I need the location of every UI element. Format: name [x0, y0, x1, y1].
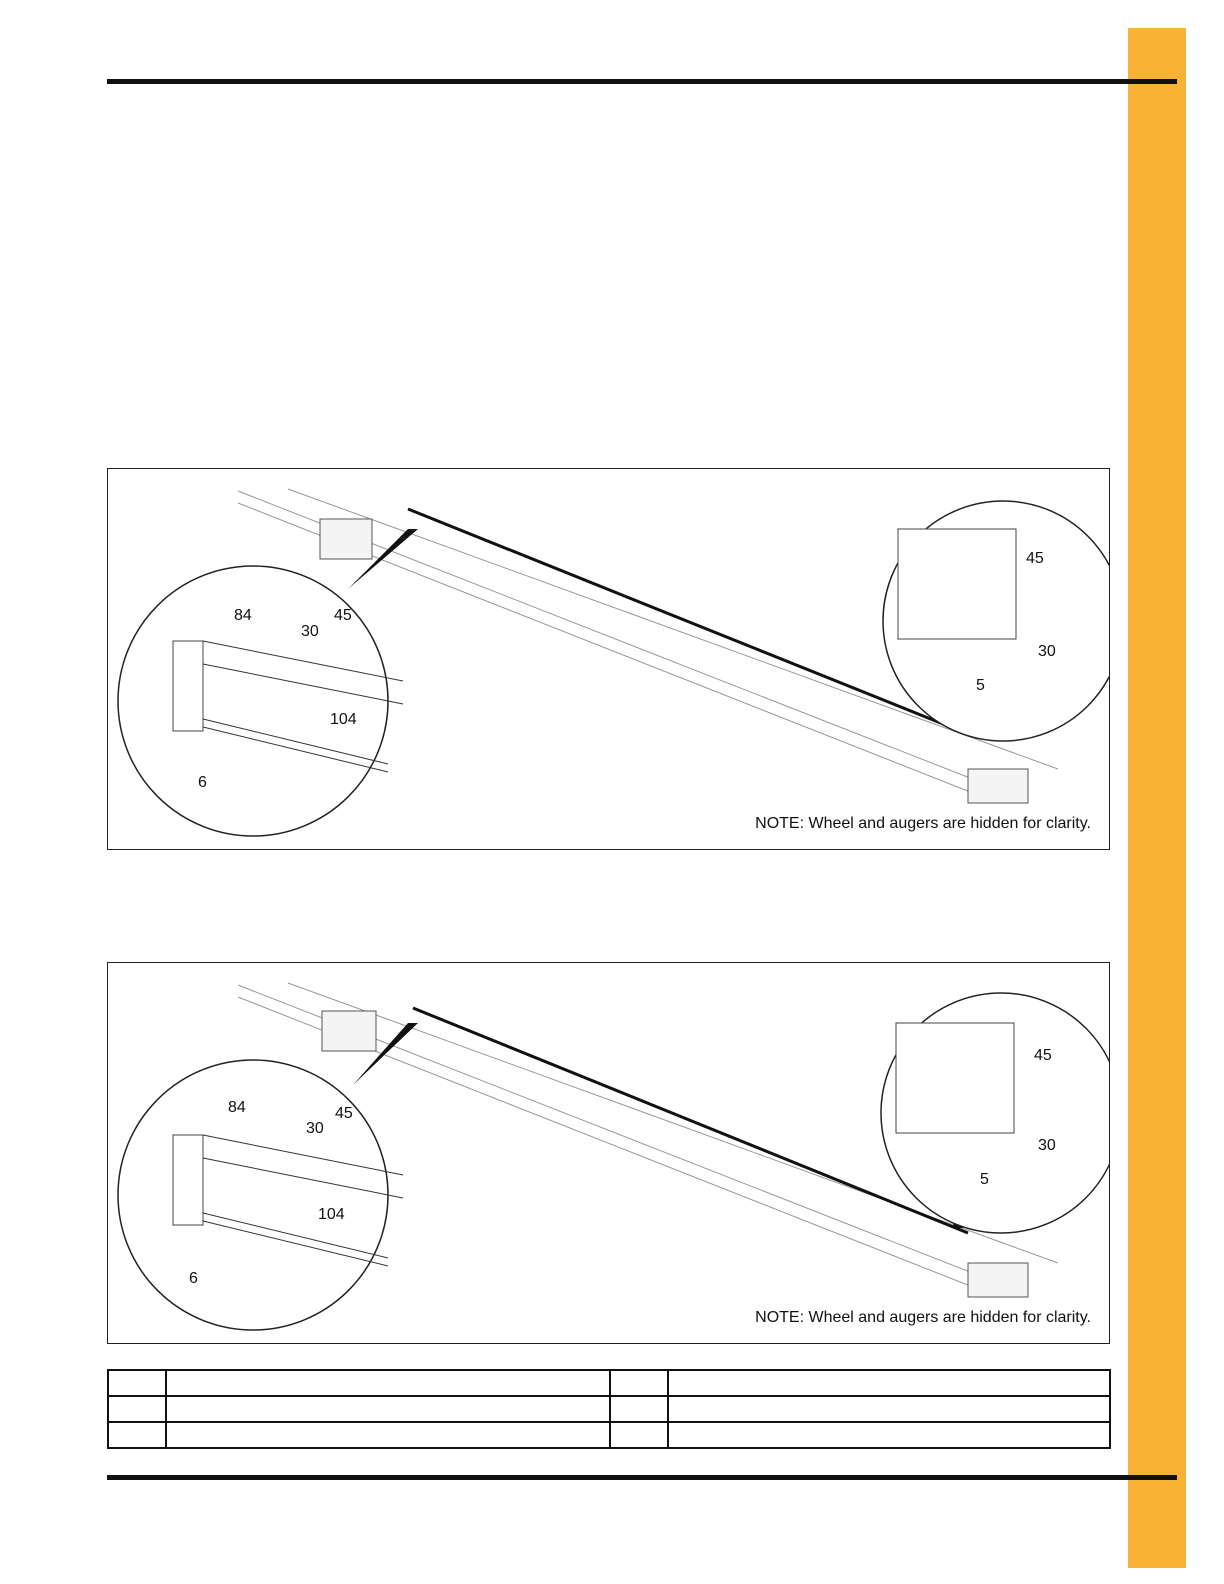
ref-cell [610, 1422, 668, 1448]
ref-cell [108, 1370, 166, 1396]
callout-104: 104 [330, 711, 357, 728]
ref-cell [610, 1370, 668, 1396]
table-row [108, 1422, 1110, 1448]
description-cell [166, 1396, 610, 1422]
assembly-drawing-1 [108, 469, 1110, 850]
table-row [108, 1370, 1110, 1396]
figure-note: NOTE: Wheel and augers are hidden for clarity. [755, 1309, 1091, 1326]
callout-30: 30 [306, 1120, 324, 1137]
ref-cell [610, 1396, 668, 1422]
callout-5: 5 [980, 1171, 989, 1188]
callout-84: 84 [234, 607, 252, 624]
callout-45-detail: 45 [1034, 1047, 1052, 1064]
callout-6: 6 [189, 1270, 198, 1287]
callout-104: 104 [318, 1206, 345, 1223]
callout-30-detail: 30 [1038, 1137, 1056, 1154]
description-cell [668, 1396, 1110, 1422]
assembly-drawing-2 [108, 963, 1110, 1344]
ref-cell [108, 1396, 166, 1422]
figure-note: NOTE: Wheel and augers are hidden for clarity. [755, 815, 1091, 832]
callout-45-detail: 45 [1026, 550, 1044, 567]
parts-table [107, 1369, 1111, 1449]
callout-5: 5 [976, 677, 985, 694]
callout-45: 45 [335, 1105, 353, 1122]
callout-30-detail: 30 [1038, 643, 1056, 660]
callout-84: 84 [228, 1099, 246, 1116]
table-row [108, 1396, 1110, 1422]
ref-cell [108, 1422, 166, 1448]
header-rule [107, 79, 1177, 84]
description-cell [166, 1370, 610, 1396]
callout-30: 30 [301, 623, 319, 640]
description-cell [668, 1370, 1110, 1396]
callout-6: 6 [198, 774, 207, 791]
assembly-figure-1 [107, 468, 1110, 850]
callout-45: 45 [334, 607, 352, 624]
chapter-side-tab [1128, 28, 1186, 1568]
assembly-figure-2 [107, 962, 1110, 1344]
footer-rule [107, 1475, 1177, 1480]
description-cell [668, 1422, 1110, 1448]
description-cell [166, 1422, 610, 1448]
